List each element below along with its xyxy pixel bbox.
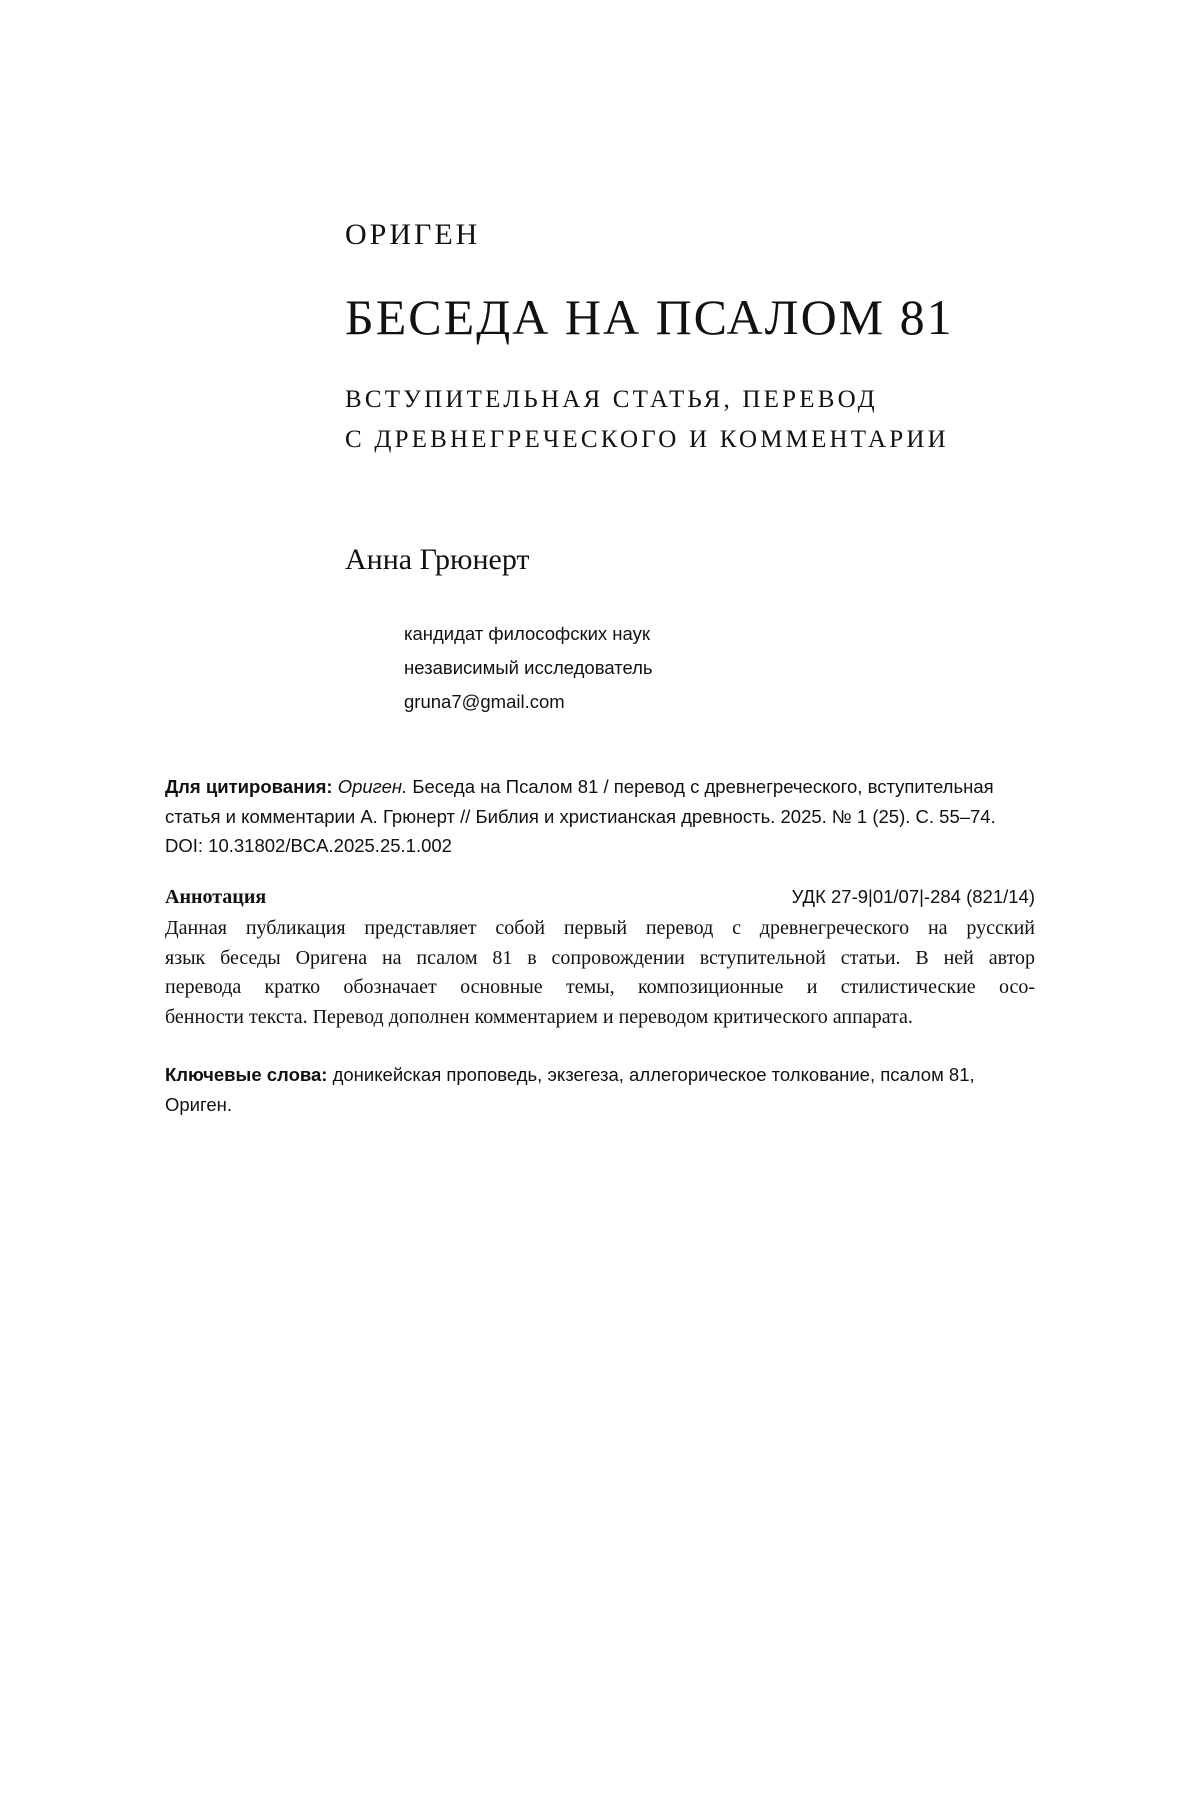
citation-doi: DOI: 10.31802/BCA.2025.25.1.002 xyxy=(165,835,452,856)
udc-code: УДК 27-9|01/07|-284 (821/14) xyxy=(791,886,1035,907)
citation-text: Беседа на Псалом 81 / перевод с древнегреческого, вступительная xyxy=(407,776,994,797)
article-title: БЕСЕДА НА ПСАЛОМ 81 xyxy=(345,289,954,345)
abstract-line: перевода кратко обозначает основные темы, композиционные и стилистические осо- xyxy=(165,976,1035,998)
author-degree: кандидат философских наук xyxy=(404,623,650,644)
keywords-label: Ключевые слова: xyxy=(165,1064,328,1085)
keywords-text: доникейская проповедь, экзегеза, аллегорическое толкование, псалом 81, xyxy=(327,1064,975,1085)
author-name: Анна Грюнерт xyxy=(345,543,530,576)
abstract-line: Данная публикация представляет собой первый перевод с древнегреческого на русский xyxy=(165,917,1035,939)
subtitle-line: ВСТУПИТЕЛЬНАЯ СТАТЬЯ, ПЕРЕВОД xyxy=(345,386,878,413)
abstract-text xyxy=(165,914,1035,1032)
citation-label: Для цитирования: xyxy=(165,776,333,797)
author-email: gruna7@gmail.com xyxy=(404,691,565,712)
citation-line: статья и комментарии А. Грюнерт // Библия и христианская древность. 2025. № 1 (25). С. 55–74. xyxy=(165,805,996,827)
article-subtitle xyxy=(345,380,949,460)
abstract-line: язык беседы Оригена на псалом 81 в сопровождении вступительной статьи. В ней автор xyxy=(165,946,1035,969)
abstract-header xyxy=(165,886,1035,916)
abstract-line: бенности текста. Перевод дополнен комментарием и переводом критического аппарата. xyxy=(165,1005,913,1028)
citation-block xyxy=(165,772,1035,861)
citation-line xyxy=(165,772,1035,802)
abstract-label: Аннотация xyxy=(165,886,267,908)
keywords-block xyxy=(165,1060,1035,1119)
keywords-line: Ориген. xyxy=(165,1093,232,1115)
citation-author: Ориген. xyxy=(337,776,408,797)
author-affiliation xyxy=(404,617,653,719)
author-position: независимый исследователь xyxy=(404,657,653,678)
keywords-line xyxy=(165,1060,1035,1090)
author-caps-heading: ОРИГЕН xyxy=(345,218,481,251)
subtitle-line: С ДРЕВНЕГРЕЧЕСКОГО И КОММЕНТАРИИ xyxy=(345,426,949,453)
